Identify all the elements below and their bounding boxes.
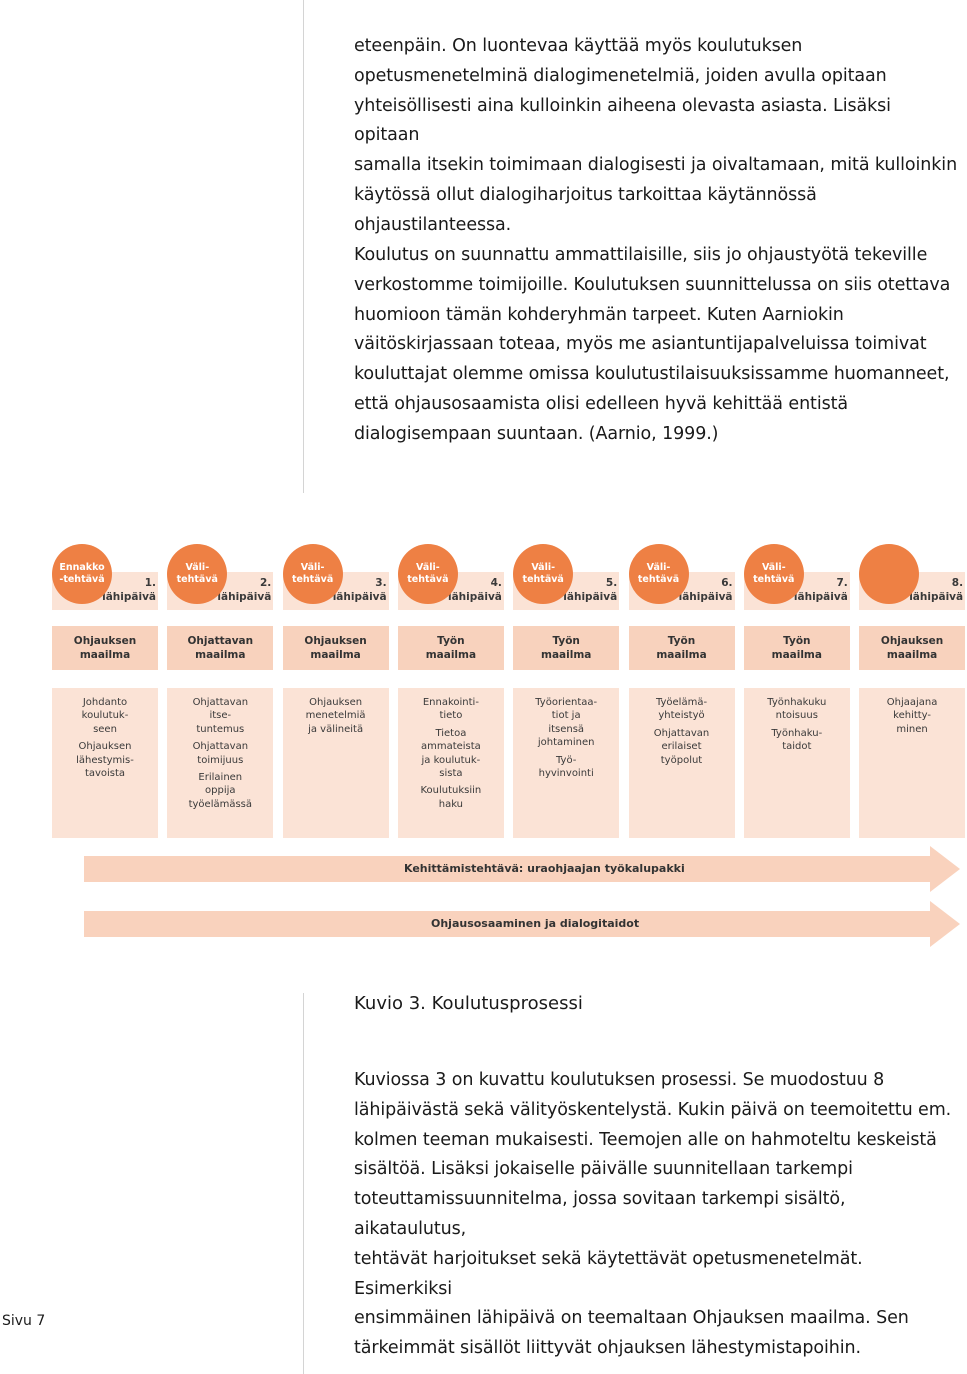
content-item bbox=[398, 784, 504, 811]
task-circle-line: Väli- bbox=[531, 562, 556, 573]
content-line: Ohjattavan bbox=[653, 727, 710, 739]
day-label-line: 3. bbox=[375, 577, 387, 589]
theme-box bbox=[859, 626, 965, 670]
content-line: yhteistyö bbox=[658, 710, 705, 722]
day-label-line: lähipäivä bbox=[793, 591, 848, 603]
theme-box bbox=[398, 626, 504, 670]
task-circle bbox=[513, 544, 573, 604]
content-item bbox=[283, 696, 389, 736]
task-circle-line: Ennakko bbox=[59, 562, 105, 573]
task-circle-text bbox=[292, 562, 333, 586]
day-label-line: lähipäivä bbox=[448, 591, 502, 603]
task-circle-line: tehtävä bbox=[637, 574, 680, 585]
content-line: Koulutuksiin bbox=[420, 785, 482, 797]
content-item bbox=[859, 696, 965, 736]
content-item bbox=[52, 740, 158, 780]
theme-text bbox=[74, 634, 136, 662]
content-line: Erilainen bbox=[198, 772, 243, 784]
content-box bbox=[398, 688, 504, 838]
training-process-figure bbox=[50, 540, 964, 960]
theme-text bbox=[426, 634, 476, 662]
theme-line: Työn bbox=[667, 635, 696, 647]
content-line: tuntemus bbox=[196, 723, 245, 735]
text-line: kouluttajat olemme omissa koulutustilaisuuksissamme huomanneet, bbox=[354, 364, 950, 385]
theme-line: maailma bbox=[310, 649, 361, 661]
text-line: ohjaustilanteessa. bbox=[354, 214, 512, 235]
text-line: yhteisöllisesti aina kulloinkin aiheena olevasta asiasta. Lisäksi opitaan bbox=[354, 95, 891, 146]
content-line: Johdanto bbox=[82, 697, 128, 708]
content-item bbox=[744, 727, 850, 754]
page-number: Sivu 7 bbox=[2, 1313, 46, 1329]
theme-line: Ohjattavan bbox=[187, 635, 254, 647]
theme-box bbox=[52, 626, 158, 670]
content-line: Työnhaku- bbox=[771, 727, 823, 739]
theme-box bbox=[744, 626, 850, 670]
content-line: sista bbox=[439, 768, 463, 780]
content-box bbox=[52, 688, 158, 838]
content-line: Ohjattavan bbox=[192, 697, 249, 708]
theme-text bbox=[656, 634, 706, 662]
paragraph-target-group bbox=[354, 241, 960, 450]
content-line: Ohjattavan bbox=[192, 741, 249, 753]
theme-line: maailma bbox=[425, 649, 477, 661]
content-line: menetelmiä bbox=[305, 710, 366, 722]
content-box bbox=[744, 688, 850, 838]
task-circle bbox=[629, 544, 689, 604]
content-box bbox=[629, 688, 735, 838]
text-line: kolmen teeman mukaisesti. Teemojen alle on hahmoteltu keskeistä bbox=[354, 1129, 937, 1150]
text-line: tehtävät harjoitukset sekä käytettävät opetusmenetelmät. Esimerkiksi bbox=[354, 1248, 863, 1299]
content-line: Ohjauksen bbox=[309, 697, 363, 708]
task-circle-line: Väli- bbox=[416, 562, 440, 573]
process-day-column bbox=[742, 540, 852, 840]
content-item bbox=[398, 727, 504, 781]
content-line: ntoisuus bbox=[775, 710, 818, 722]
content-line: Työnhakuku bbox=[767, 697, 827, 708]
task-circle-line: Väli- bbox=[761, 562, 786, 573]
content-line: taidot bbox=[782, 741, 812, 753]
text-line: opetusmenetelminä dialogimenetelmiä, joiden avulla opitaan bbox=[354, 65, 887, 86]
day-label-line: lähipäivä bbox=[909, 591, 964, 603]
theme-line: Työn bbox=[783, 635, 811, 647]
process-day-column bbox=[511, 540, 621, 840]
task-circle-text bbox=[638, 562, 679, 586]
content-line: johtaminen bbox=[537, 737, 595, 749]
theme-line: Työn bbox=[437, 635, 465, 647]
content-item bbox=[513, 696, 619, 750]
guidance-skills-arrow bbox=[84, 901, 960, 947]
text-line: Kuviossa 3 on kuvattu koulutuksen prosessi. Se muodostuu 8 bbox=[354, 1070, 885, 1090]
content-item bbox=[167, 740, 273, 767]
process-day-column bbox=[857, 540, 967, 840]
day-label-line: 5. bbox=[605, 577, 618, 589]
content-line: tieto bbox=[439, 710, 463, 722]
text-line: tärkeimmät sisällöt liittyvät ohjauksen lähestymistapoihin. bbox=[354, 1338, 861, 1359]
task-circle-text bbox=[177, 562, 218, 586]
content-item bbox=[398, 696, 504, 723]
content-box bbox=[283, 688, 389, 838]
task-circle-line: tehtävä bbox=[176, 574, 218, 585]
content-line: työelämässä bbox=[188, 798, 253, 810]
task-circle-line: Väli- bbox=[185, 562, 210, 573]
process-day-column bbox=[281, 540, 391, 840]
text-line: huomioon tämän kohderyhmän tarpeet. Kuten Aarniokin bbox=[354, 304, 844, 325]
theme-line: maailma bbox=[886, 649, 938, 661]
day-label-line: 6. bbox=[721, 577, 733, 589]
theme-line: maailma bbox=[541, 649, 592, 661]
task-circle-line: -tehtävä bbox=[59, 574, 105, 585]
theme-text bbox=[772, 634, 822, 662]
development-task-arrow bbox=[84, 846, 960, 892]
theme-line: maailma bbox=[771, 649, 822, 661]
theme-box bbox=[629, 626, 735, 670]
content-item bbox=[167, 696, 273, 736]
content-box bbox=[859, 688, 965, 838]
task-circle-text bbox=[59, 562, 104, 586]
day-label-line: 8. bbox=[951, 577, 964, 589]
content-line: lähestymis- bbox=[76, 754, 134, 766]
task-circle-text bbox=[753, 562, 794, 586]
theme-text bbox=[304, 634, 366, 662]
content-line: työpolut bbox=[660, 754, 703, 766]
content-line: Ohjauksen bbox=[78, 741, 132, 753]
theme-line: maailma bbox=[195, 649, 246, 661]
task-circle-line: Väli- bbox=[300, 562, 325, 573]
text-line: eteenpäin. On luontevaa käyttää myös koulutuksen bbox=[354, 36, 803, 56]
text-line: dialogisempaan suuntaan. (Aarnio, 1999.) bbox=[354, 423, 719, 444]
content-line: tiot ja bbox=[551, 710, 581, 722]
content-line: toimijuus bbox=[197, 754, 244, 766]
arrow-head bbox=[930, 901, 960, 947]
theme-line: Työn bbox=[552, 635, 580, 647]
content-line: hyvinvointi bbox=[538, 768, 594, 780]
theme-text bbox=[541, 634, 591, 662]
content-item bbox=[744, 696, 850, 723]
content-item bbox=[513, 754, 619, 781]
process-day-column bbox=[165, 540, 275, 840]
day-label-line: 1. bbox=[144, 577, 156, 589]
content-line: itse- bbox=[209, 710, 232, 722]
theme-box bbox=[167, 626, 273, 670]
content-line: haku bbox=[438, 798, 464, 810]
task-circle bbox=[859, 544, 919, 604]
theme-line: Ohjauksen bbox=[304, 635, 367, 647]
content-line: erilaiset bbox=[661, 741, 702, 753]
day-label-line: 4. bbox=[490, 577, 502, 589]
theme-line: Ohjauksen bbox=[880, 635, 944, 647]
task-circle-line: Väli- bbox=[646, 562, 671, 573]
content-line: itsensä bbox=[548, 723, 585, 735]
text-line: samalla itsekin toimimaan dialogisesti ja oivaltamaan, mitä kulloinkin bbox=[354, 155, 958, 176]
content-line: ammateista bbox=[420, 741, 481, 753]
content-line: Työ- bbox=[555, 754, 577, 766]
theme-text bbox=[187, 634, 253, 662]
theme-text bbox=[881, 634, 943, 662]
task-circle-line: tehtävä bbox=[753, 574, 795, 585]
theme-box bbox=[513, 626, 619, 670]
process-day-column bbox=[627, 540, 737, 840]
content-line: ja välineitä bbox=[308, 723, 364, 735]
task-circle-line: tehtävä bbox=[291, 574, 334, 585]
text-line: toteuttamissuunnitelma, jossa sovitaan tarkempi sisältö, aikataulutus, bbox=[354, 1189, 846, 1239]
process-day-column bbox=[396, 540, 506, 840]
text-line: väitöskirjassaan toteaa, myös me asiantuntijapalveluissa toimivat bbox=[354, 334, 927, 355]
theme-box bbox=[283, 626, 389, 670]
process-day-column bbox=[50, 540, 160, 840]
content-line: oppija bbox=[205, 785, 236, 797]
content-line: Tietoa bbox=[435, 727, 467, 739]
day-label-line: lähipäivä bbox=[217, 591, 272, 603]
day-label-line: lähipäivä bbox=[332, 591, 387, 603]
text-line: sisältöä. Lisäksi jokaiselle päivälle suunnitellaan tarkempi bbox=[354, 1159, 853, 1180]
day-label-line: 7. bbox=[836, 577, 848, 589]
task-circle-line: tehtävä bbox=[407, 574, 449, 585]
content-line: Ohjaajana bbox=[886, 697, 938, 708]
column-divider-bottom bbox=[303, 993, 304, 1374]
text-line: käytössä ollut dialogiharjoitus tarkoittaa käytännössä bbox=[354, 184, 817, 205]
content-box bbox=[513, 688, 619, 838]
arrow-head bbox=[930, 846, 960, 892]
text-line: Koulutus on suunnattu ammattilaisille, siis jo ohjaustyötä tekeville bbox=[354, 245, 928, 265]
theme-line: Ohjauksen bbox=[73, 635, 137, 647]
day-label-line: lähipäivä bbox=[678, 591, 733, 603]
content-line: minen bbox=[896, 723, 928, 735]
content-line: tavoista bbox=[84, 768, 126, 780]
task-circle-line: tehtävä bbox=[522, 574, 564, 585]
task-circle bbox=[167, 544, 227, 604]
day-label-line: 2. bbox=[260, 577, 272, 589]
content-line: seen bbox=[93, 723, 117, 735]
content-item bbox=[629, 696, 735, 723]
paragraph-process-description bbox=[354, 1066, 960, 1364]
content-line: Työelämä- bbox=[655, 697, 708, 708]
content-line: koulutuk- bbox=[81, 710, 129, 722]
task-circle bbox=[398, 544, 458, 604]
arrow-label: Ohjausosaaminen ja dialogitaidot bbox=[431, 917, 640, 930]
figure-caption: Kuvio 3. Koulutusprosessi bbox=[354, 993, 583, 1014]
task-circle bbox=[283, 544, 343, 604]
content-line: Ennakointi- bbox=[422, 697, 479, 708]
content-line: ja koulutuk- bbox=[421, 754, 481, 766]
task-circle-text bbox=[407, 562, 448, 586]
text-line: että ohjausosaamista olisi edelleen hyvä kehittää entistä bbox=[354, 393, 848, 414]
content-line: Työorientaa- bbox=[535, 697, 598, 708]
arrow-label: Kehittämistehtävä: uraohjaajan työkalupakki bbox=[404, 862, 685, 875]
task-circle bbox=[52, 544, 112, 604]
paragraph-intro bbox=[354, 32, 960, 241]
theme-line: maailma bbox=[79, 649, 131, 661]
text-line: lähipäivästä sekä välityöskentelystä. Kukin päivä on teemoitettu em. bbox=[354, 1099, 952, 1120]
column-divider-top bbox=[303, 0, 304, 493]
text-line: ensimmäinen lähipäivä on teemaltaan Ohjauksen maailma. Sen bbox=[354, 1308, 909, 1329]
content-line: kehitty- bbox=[893, 710, 932, 722]
content-box bbox=[167, 688, 273, 838]
text-line: verkostomme toimijoille. Koulutuksen suunnittelussa on siis otettava bbox=[354, 274, 951, 295]
task-circle-text bbox=[523, 562, 564, 586]
day-label-line: lähipäivä bbox=[102, 591, 156, 603]
day-label-line: lähipäivä bbox=[563, 591, 618, 603]
content-item bbox=[52, 696, 158, 736]
content-item bbox=[629, 727, 735, 767]
theme-line: maailma bbox=[656, 649, 707, 661]
task-circle bbox=[744, 544, 804, 604]
content-item bbox=[167, 771, 273, 811]
